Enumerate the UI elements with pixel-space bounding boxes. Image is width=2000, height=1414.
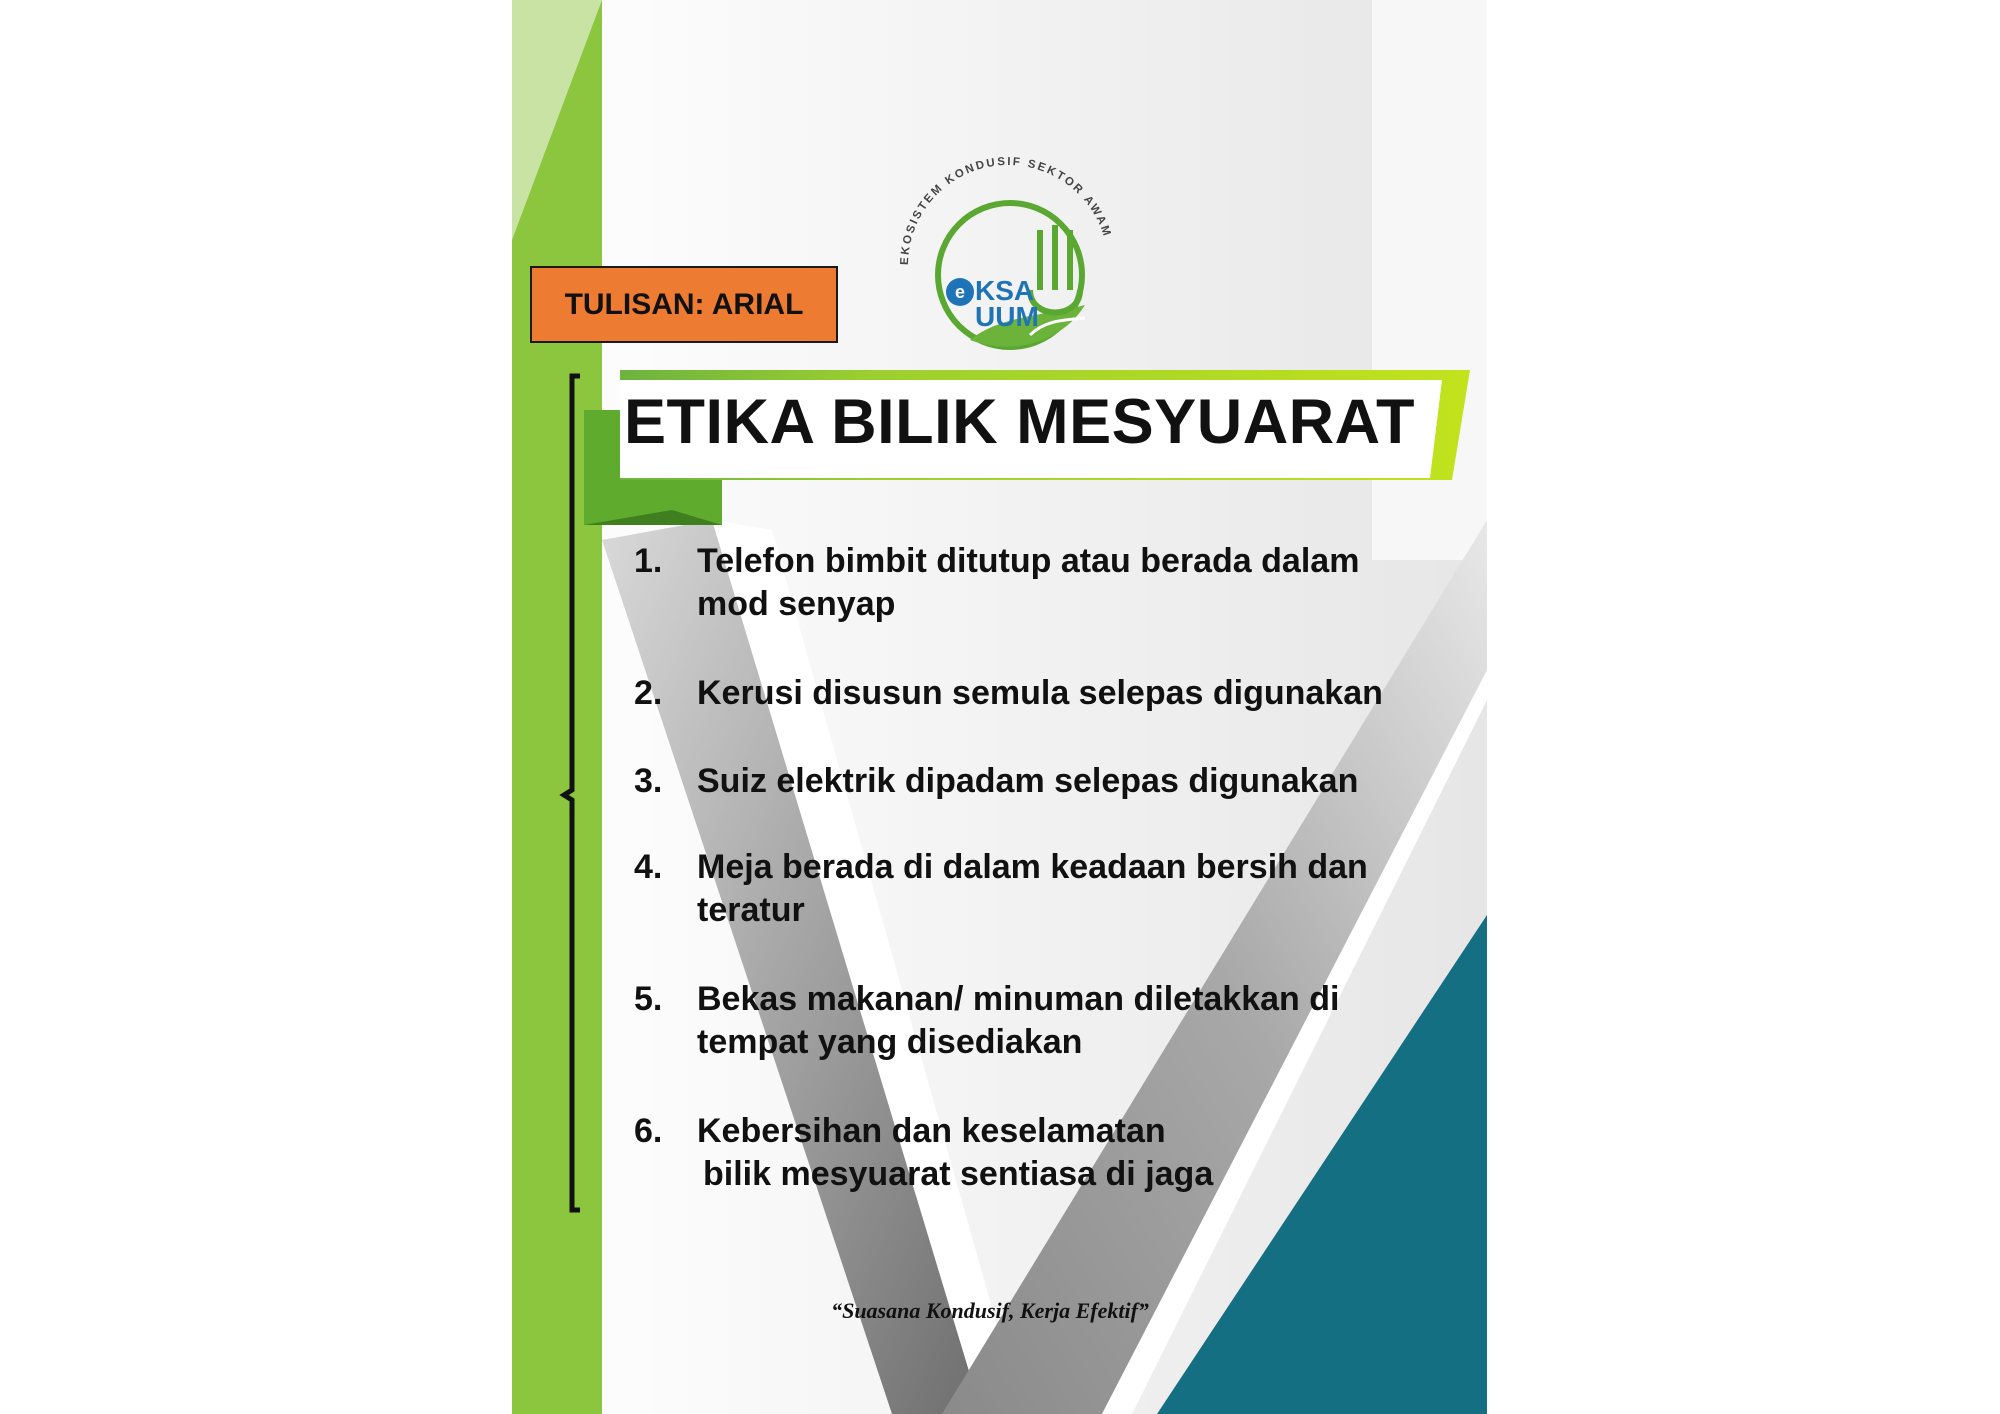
logo-brand-ksa: KSA (975, 275, 1035, 306)
rule-number: 4. (634, 848, 663, 886)
rule-number: 2. (634, 674, 663, 712)
footer-slogan: “Suasana Kondusif, Kerja Efektif” (831, 1298, 1149, 1323)
rule-text: Bekas makanan/ minuman diletakkan di tempat yang disediakan (697, 980, 1340, 1061)
page-title: ETIKA BILIK MESYUARAT (624, 387, 1415, 457)
rule-text: Telefon bimbit ditutup atau berada dalam mod senyap (697, 542, 1360, 623)
rule-text: Kebersihan dan keselamatan bilik mesyuarat sentiasa di jaga (697, 1112, 1214, 1193)
rule-number: 6. (634, 1112, 663, 1150)
rule-text: Kerusi disusun semula selepas digunakan (697, 674, 1383, 712)
svg-text:e: e (954, 282, 966, 302)
rule-text: Meja berada di dalam keadaan bersih dan teratur (697, 848, 1368, 929)
rule-number: 3. (634, 762, 663, 800)
eksa-uum-logo (880, 150, 1140, 370)
font-note-badge (530, 266, 838, 343)
font-note-text: TULISAN: ARIAL (564, 287, 804, 321)
rule-text: Suiz elektrik dipadam selepas digunakan (697, 762, 1359, 800)
logo-arc-text: EKOSISTEM KONDUSIF SEKTOR AWAM (898, 155, 1114, 266)
logo-brand-uum: UUM (975, 301, 1039, 332)
rule-number: 1. (634, 542, 663, 580)
rule-number: 5. (634, 980, 663, 1018)
left-green-stripe (512, 0, 602, 1414)
